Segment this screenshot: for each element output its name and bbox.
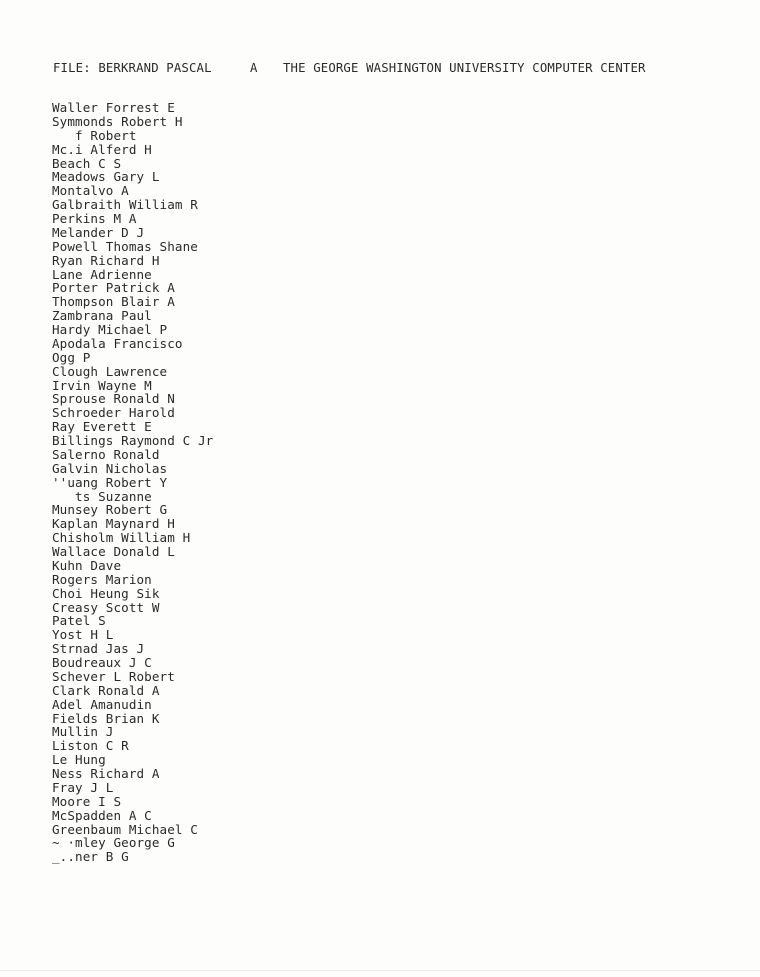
name-entry: Thompson Blair A xyxy=(52,294,175,310)
name-entry: Fray J L xyxy=(52,779,114,795)
name-entry: Munsey Robert G xyxy=(52,502,168,518)
name-entry: Ness Richard A xyxy=(52,766,160,781)
name-entry: Wallace Donald L xyxy=(52,544,175,559)
name-entry: Mc.i Alferd H xyxy=(52,141,152,157)
name-entry: Hardy Michael P xyxy=(52,322,168,337)
name-entry: Choi Heung Sik xyxy=(52,585,160,601)
name-entry: Irvin Wayne M xyxy=(52,377,152,393)
name-entry: Powell Thomas Shane xyxy=(52,238,198,254)
name-entry: Kaplan Maynard H xyxy=(52,516,175,532)
name-entry: Le Hung xyxy=(52,752,106,768)
name-entry: Billings Raymond C Jr xyxy=(52,433,214,448)
name-entry: Clough Lawrence xyxy=(52,363,168,379)
name-entry: Symmonds Robert H xyxy=(52,113,183,129)
name-entry: Ogg P xyxy=(52,349,91,365)
file-label: FILE: BERKRAND PASCAL xyxy=(53,61,212,75)
name-entry: _..ner B G xyxy=(52,849,129,865)
name-entry: Lane Adrienne xyxy=(52,266,152,282)
name-entry: Salerno Ronald xyxy=(52,446,160,462)
name-entry: Porter Patrick A xyxy=(52,280,175,296)
name-entry: Melander D J xyxy=(52,224,145,240)
name-entry: Ryan Richard H xyxy=(52,252,160,268)
name-entry: Waller Forrest E xyxy=(52,100,175,115)
institution-name: THE GEORGE WASHINGTON UNIVERSITY COMPUTER CENTER xyxy=(283,61,646,75)
name-entry: Perkins M A xyxy=(52,211,137,226)
name-entry: Meadows Gary L xyxy=(52,169,160,185)
name-entry: Chisholm William H xyxy=(52,530,191,546)
name-entry: Mullin J xyxy=(52,724,114,740)
file-code: A xyxy=(250,61,258,75)
name-entry: Sprouse Ronald N xyxy=(52,391,175,407)
name-entry: Montalvo A xyxy=(52,183,129,199)
name-entry: Clark Ronald A xyxy=(52,682,160,698)
name-entry: Kuhn Dave xyxy=(52,557,122,573)
name-entry: Fields Brian K xyxy=(52,710,160,726)
name-entry: Apodala Francisco xyxy=(52,335,183,351)
name-entry: Galvin Nicholas xyxy=(52,460,168,476)
name-entry: Adel Amanudin xyxy=(52,696,152,712)
page-bottom-edge xyxy=(0,970,760,971)
name-entry: ~ ·mley George G xyxy=(52,835,175,851)
name-entry: f Robert xyxy=(52,127,137,143)
name-entry: Patel S xyxy=(52,613,106,629)
name-entry: Beach C S xyxy=(52,155,122,171)
name-entry: Schever L Robert xyxy=(52,668,175,684)
name-entry: Creasy Scott W xyxy=(52,599,160,615)
name-entry: Zambrana Paul xyxy=(52,308,152,324)
name-list xyxy=(52,101,213,864)
name-entry: Yost H L xyxy=(52,627,114,643)
name-entry: Strnad Jas J xyxy=(52,641,145,657)
name-entry: ts Suzanne xyxy=(52,488,152,504)
name-entry: Boudreaux J C xyxy=(52,655,152,670)
name-entry: Liston C R xyxy=(52,738,129,754)
name-entry: Greenbaum Michael C xyxy=(52,821,198,837)
name-entry: Moore I S xyxy=(52,793,122,809)
name-entry: Galbraith William R xyxy=(52,197,198,213)
name-entry: McSpadden A C xyxy=(52,807,152,823)
name-entry: Rogers Marion xyxy=(52,571,152,587)
page-header xyxy=(53,60,646,76)
name-entry: Schroeder Harold xyxy=(52,405,175,421)
name-entry: Ray Everett E xyxy=(52,419,152,435)
name-entry: ''uang Robert Y xyxy=(52,474,168,490)
